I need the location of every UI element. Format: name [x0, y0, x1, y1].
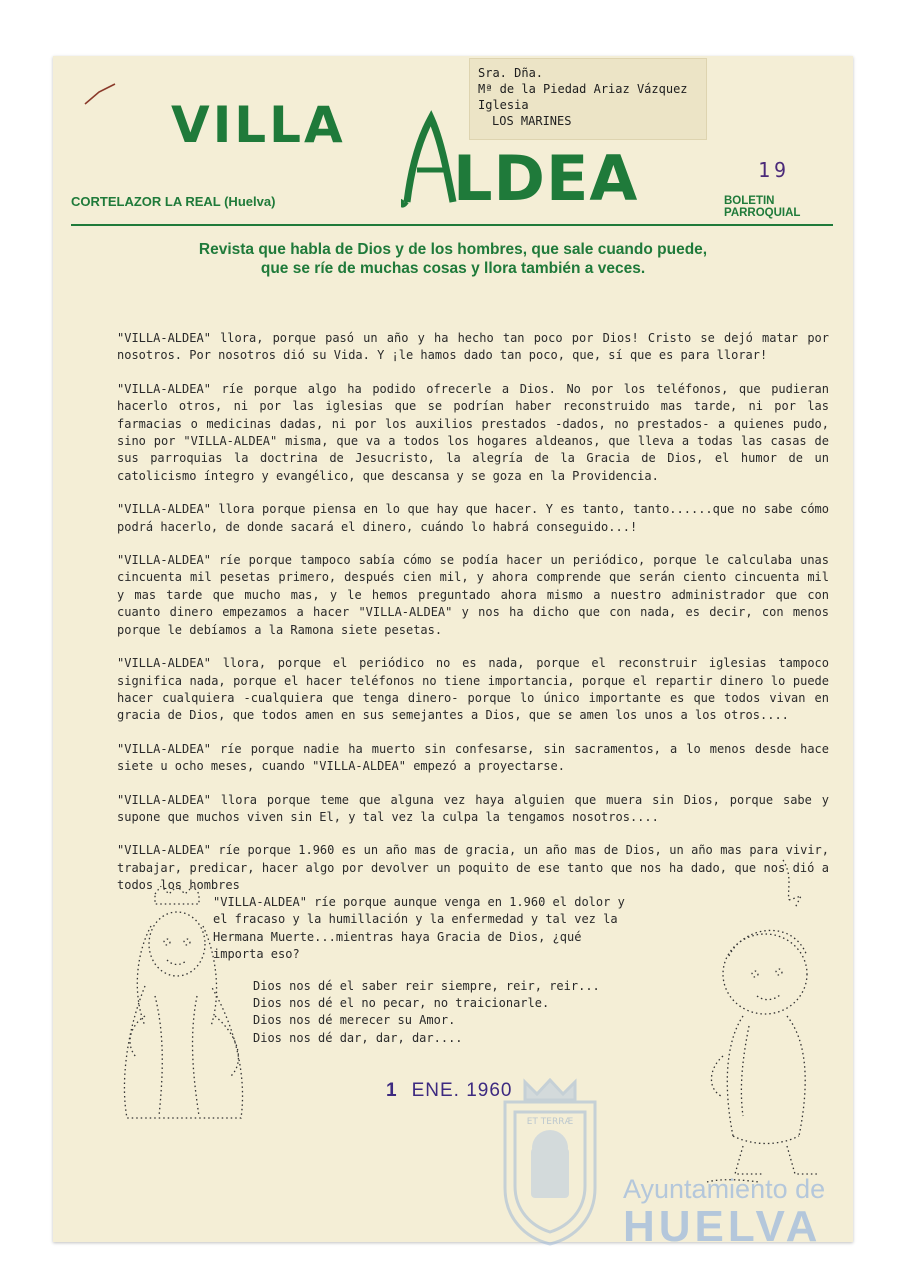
paragraph: "VILLA-ALDEA" llora, porque pasó un año y ha hecho tan poco por Dios! Cristo se dejó matar por nosotros. Por nosotros dió su Vida. Y ¡le hamos dado tan poco, que, sí que es para llorar!	[117, 331, 829, 363]
dotted-figure-left	[115, 886, 261, 1126]
title-initial-a	[401, 110, 457, 210]
dotted-figure-right	[703, 856, 823, 1186]
paragraph: "VILLA-ALDEA" ríe porque 1.960 es un año mas de gracia, un año mas de Dios, un año mas para vivir, trabajar, predicar, hacer algo por devolver un poquito de ese tanto que nos ha dado, que nos dió a todos los hombres	[117, 843, 829, 893]
paragraph: "VILLA-ALDEA" llora porque teme que alguna vez haya alguien que muera sin Dios, porque sabe y supone que muchos viven sin El, y tal vez la culpa la tengamos nosotros....	[117, 792, 829, 824]
issue-number: 19	[758, 158, 791, 182]
stamp-month-year: ENE. 1960	[411, 1080, 513, 1101]
verse-line: Dios nos dé el no pecar, no traicionarle.	[253, 996, 550, 1011]
stamp-day: 1	[386, 1080, 398, 1101]
verse-line: Dios nos dé dar, dar, dar....	[253, 1030, 463, 1045]
closing-block	[213, 894, 633, 1047]
watermark-line2: HUELVA	[623, 1202, 822, 1251]
address-line: LOS MARINES	[492, 114, 572, 128]
verse-line: Dios nos dé el saber reir siempre, reir, reir...	[253, 978, 600, 993]
address-label	[469, 58, 707, 140]
title-villa: VILLA	[171, 96, 346, 154]
paragraph: "VILLA-ALDEA" ríe porque tampoco sabía cómo se podía hacer un periódico, porque le calculaba unas cincuenta mil pesetas primero, después cien mil, y ahora comprende que serán ciento cincuenta mil y mas tarde que mucho mas, y le hemos preguntado ahora mismo a nuestro administrador que con cuanto dinero empezamos a hacer "VILLA-ALDEA" y nos ha dicho que con nada, es decir, con menos porque le debíamos a la Ramona siete pesetas.	[117, 553, 829, 637]
title-aldea: LDEA	[453, 142, 639, 215]
newsletter-page	[53, 56, 853, 1251]
place-name: CORTELAZOR LA REAL (Huelva)	[71, 194, 276, 209]
address-line: Mª de la Piedad Ariaz Vázquez	[478, 82, 688, 96]
tagline-line: que se ríe de muchas cosas y llora también a veces.	[260, 260, 646, 277]
closing-paragraph: "VILLA-ALDEA" ríe porque aunque venga en 1.960 el dolor y el fracaso y la humillación y la enfermedad y tal vez la Hermana Muerte...mientras haya Gracia de Dios, ¿qué importa eso?	[213, 895, 625, 962]
paragraph: "VILLA-ALDEA" ríe porque nadie ha muerto sin confesarse, sin sacramentos, a lo menos desde hace siete u ocho meses, cuando "VILLA-ALDEA" empezó a proyectarse.	[117, 741, 829, 774]
masthead-divider	[71, 224, 833, 226]
watermark-crest	[485, 1078, 615, 1248]
paragraph: "VILLA-ALDEA" llora porque piensa en lo que hay que hacer. Y es tanto, tanto......que no sabe cómo podrá hacerlo, de donde sacará el dinero, cuándo lo habrá conseguido...!	[117, 502, 829, 534]
title-initial-text: A	[401, 110, 402, 111]
tagline	[93, 240, 813, 278]
ink-mark	[81, 78, 121, 108]
watermark-line1: Ayuntamiento de	[623, 1174, 826, 1204]
address-line: Sra. Dña.	[478, 66, 544, 80]
paragraph: "VILLA-ALDEA" llora, porque el periódico no es nada, porque el reconstruir iglesias tampoco significa nada, porque el hacer teléfonos no tiene importancia, porque el repartir dinero lo puede hacer cualquiera -cualquiera que tenga dinero- porque lo único importante es que todos vivan en gracia de Dios, que todos amen en sus semejantes a Dios, que se amen los unos a los otros....	[117, 656, 829, 723]
tagline-line: Revista que habla de Dios y de los hombres, que sale cuando puede,	[198, 241, 708, 258]
subtitle: BOLETIN PARROQUIAL	[724, 195, 801, 219]
crest-motto: ET TERRÆ	[526, 1117, 574, 1127]
verses	[213, 978, 633, 1048]
article-body	[117, 330, 829, 911]
paragraph: "VILLA-ALDEA" ríe porque algo ha podido ofrecerle a Dios. No por los teléfonos, que pudieran hacerlo otros, ni por las iglesias que se podrían haber reconstruido mas tarde, ni por las farmacias o medicinas dadas, ni por los auxilios prestados -dados, no prestados- a quienes pudo, sino por "VILLA-ALDEA" misma, que va a todos los hogares aldeanos, que lleva a todas las casas de sus parroquias la doctrina de Jesucristo, la alegría de la Gracia de Dios, el humor de un catolicismo íntegro y evangélico, que descansa y se goza en la Providencia.	[117, 381, 829, 483]
verse-line: Dios nos dé merecer su Amor.	[253, 1013, 456, 1028]
address-line: Iglesia	[478, 98, 529, 112]
